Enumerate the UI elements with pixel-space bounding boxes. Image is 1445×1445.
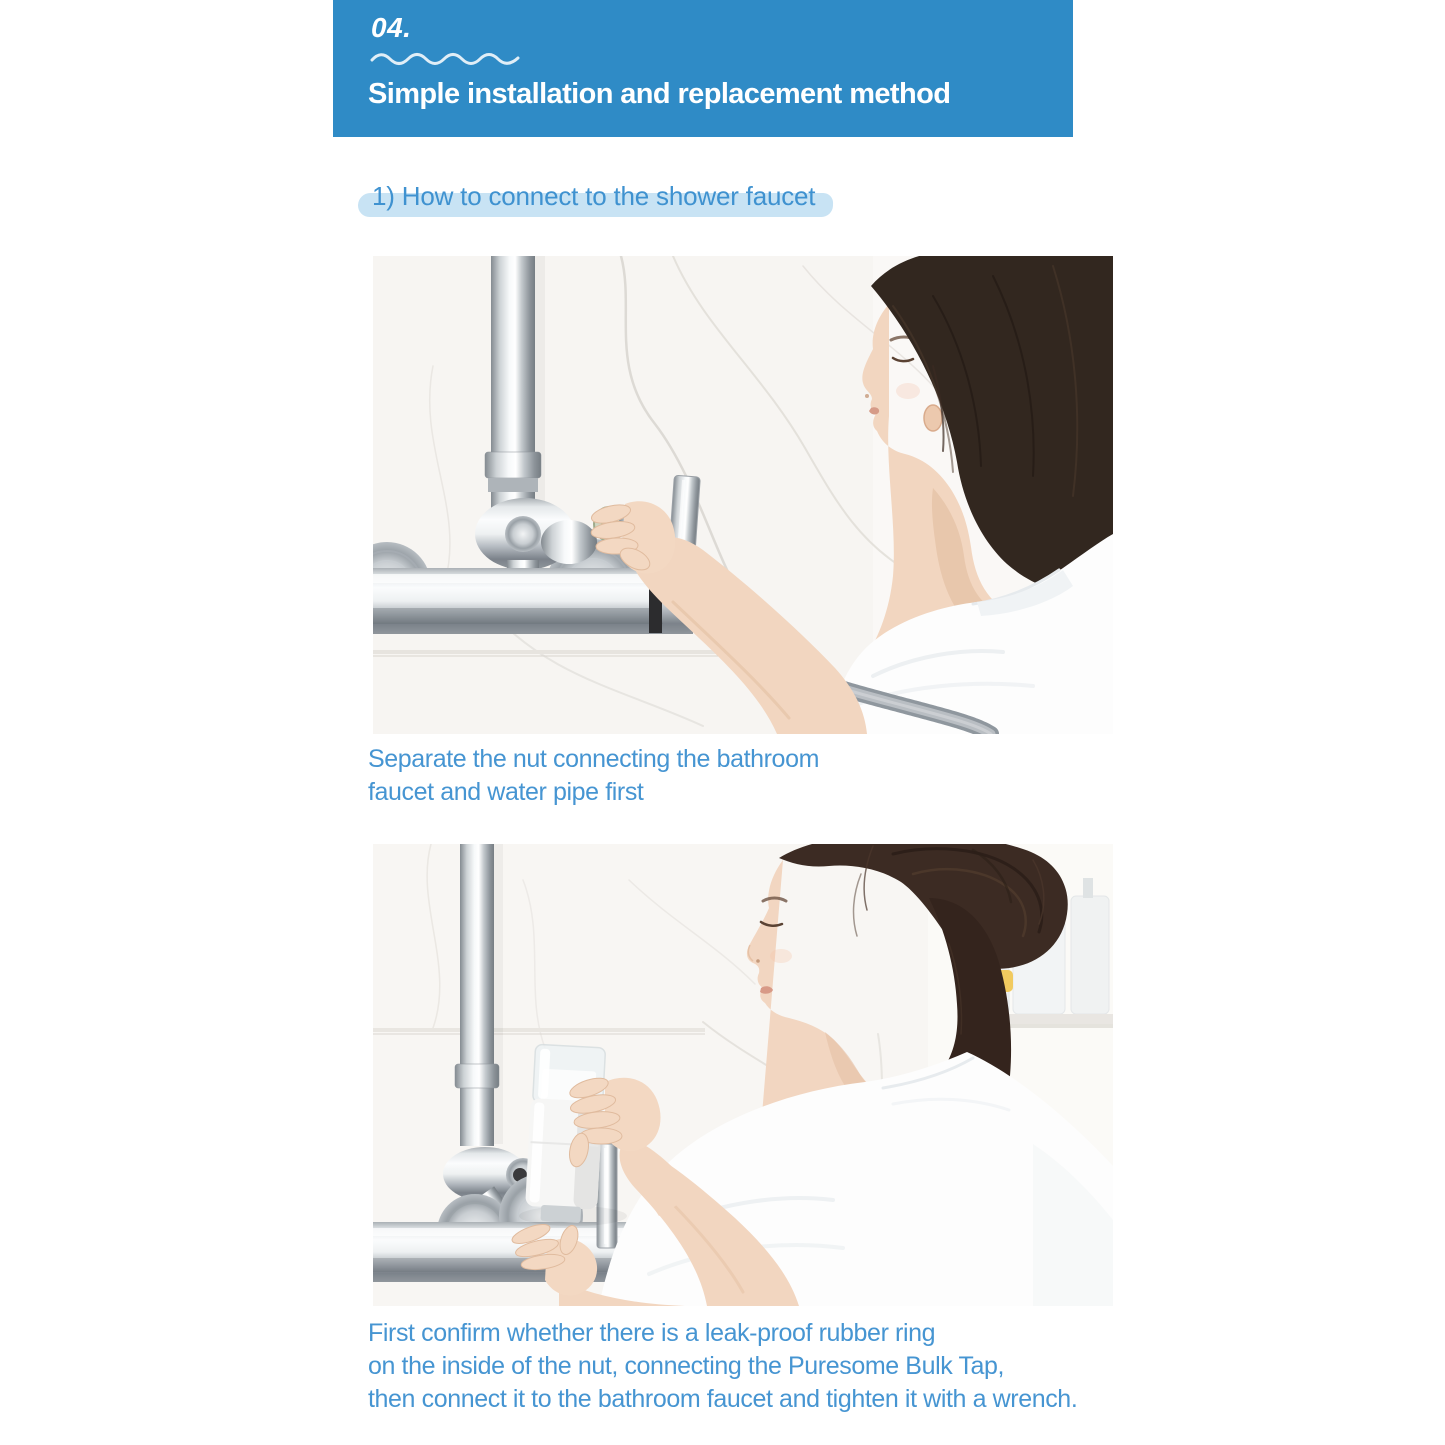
section-title: Simple installation and replacement method: [368, 78, 951, 110]
step-1-illustration: [373, 256, 1113, 734]
caption-line: faucet and water pipe first: [368, 778, 644, 806]
caption-line: then connect it to the bathroom faucet and tighten it with a wrench.: [368, 1385, 1078, 1413]
caption-line: First confirm whether there is a leak-proof rubber ring: [368, 1319, 936, 1347]
caption-line: on the inside of the nut, connecting the Puresome Bulk Tap,: [368, 1352, 1005, 1380]
step-2-photo: [373, 844, 1113, 1306]
step-2-caption: [368, 1317, 1077, 1416]
step-1-photo: [373, 256, 1113, 734]
step-1-caption: [368, 743, 819, 809]
subtitle: [368, 181, 819, 212]
caption-line: Separate the nut connecting the bathroom: [368, 745, 819, 773]
section-number: 04.: [371, 12, 412, 43]
subtitle-text: 1) How to connect to the shower faucet: [372, 181, 816, 211]
section-header: [333, 0, 1073, 137]
step-2-illustration: [373, 844, 1113, 1306]
wavy-underline-icon: [369, 48, 529, 66]
